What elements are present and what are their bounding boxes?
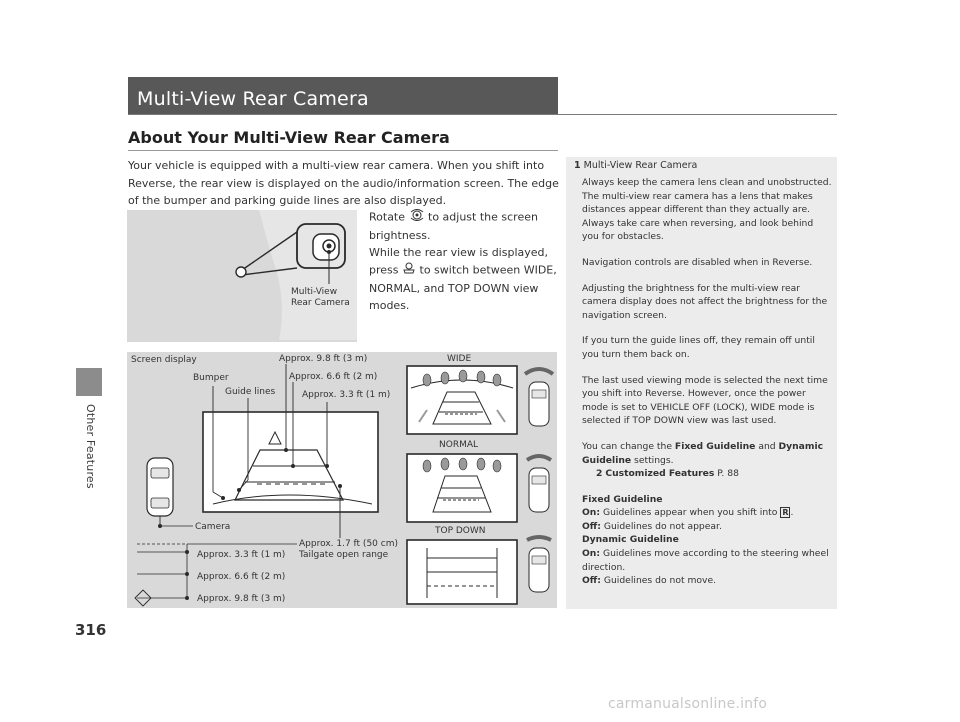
- camera-label-line2: Rear Camera: [291, 298, 350, 308]
- page-title: Multi-View Rear Camera: [137, 88, 369, 110]
- fixed-guideline-block: Fixed Guideline On: Guidelines appear when you shift into R . Off: Guidelines do not appear. Dynamic Guideline On: Guidelines move according to the steering wheel direction. Off: Guidelines do not move.: [582, 493, 829, 587]
- top-down-label: TOP DOWN: [435, 526, 486, 536]
- page-number: 316: [75, 621, 107, 639]
- note-heading-number: 1: [574, 160, 581, 171]
- note-paragraph: Adjusting the brightness for the multi-view rear camera display does not affect the brightness for the navigation screen.: [582, 282, 828, 321]
- car-icon-wide: [525, 369, 553, 426]
- dynamic-guideline-term: Dynamic Guideline: [582, 440, 824, 466]
- normal-label: NORMAL: [439, 440, 479, 450]
- approx-9-8-left-label: Approx. 9.8 ft (3 m): [197, 594, 286, 604]
- controls-text: [369, 208, 559, 314]
- guide-lines-label: Guide lines: [225, 387, 276, 397]
- fixed-on-text: Guidelines appear when you shift into: [602, 507, 778, 519]
- sidebar-chapter-label: Other Features: [84, 404, 97, 489]
- title-rule: [128, 114, 837, 115]
- note-settings-paragraph: [582, 440, 832, 481]
- tailgate-label: Tailgate open range: [299, 550, 389, 560]
- press-button-icon: [402, 261, 416, 280]
- fixed-guideline-title: Fixed Guideline: [582, 493, 663, 505]
- note-heading-text: Multi-View Rear Camera: [583, 160, 698, 171]
- approx-1-7-label: Approx. 1.7 ft (50 cm): [299, 539, 398, 549]
- press-text-end: to switch between WIDE, NORMAL, and TOP DOWN view modes.: [369, 263, 557, 312]
- approx-6-6-left-label: Approx. 6.6 ft (2 m): [197, 572, 286, 582]
- note-paragraph: Always keep the camera lens clean and unobstructed. The multi-view rear camera has a lens that makes distances appear different than they actually are. Always take care when reversing, and look behind you for obstacles.: [582, 177, 832, 243]
- camera-label: Camera: [195, 522, 231, 532]
- screen-display-label: Screen display: [131, 355, 197, 365]
- reference-arrow-icon: 2: [596, 468, 603, 480]
- wide-label: WIDE: [447, 354, 472, 364]
- approx-3-3-top-label: Approx. 3.3 ft (1 m): [302, 390, 391, 400]
- note-settings-text: You can change the: [582, 440, 672, 452]
- camera-label-line1: Multi-View: [291, 287, 338, 297]
- selector-knob-icon: [409, 208, 425, 227]
- rotate-text-start: Rotate: [369, 210, 406, 224]
- intro-paragraph: Your vehicle is equipped with a multi-view rear camera. When you shift into Reverse, the rear view is displayed on the audio/information screen. The edge of the bumper and parking guide lines are also displayed.: [128, 159, 559, 207]
- camera-illustration: [127, 210, 357, 342]
- note-paragraph: The last used viewing mode is selected the next time you shift into Reverse. However, once the power mode is set to VEHICLE OFF (LOCK), WIDE mode is selected if TOP DOWN view was last used.: [582, 374, 828, 427]
- car-icon-normal: [527, 456, 551, 512]
- customized-features-link[interactable]: Customized Features: [605, 468, 715, 480]
- fixed-guideline-term: Fixed Guideline: [674, 440, 756, 452]
- dynamic-on-text: Guidelines move according to the steering wheel direction.: [582, 548, 829, 573]
- note-body: [582, 176, 832, 588]
- off-label: Off:: [582, 575, 601, 587]
- reverse-gear-icon: R: [782, 508, 789, 518]
- section-title: About Your Multi-View Rear Camera: [128, 128, 450, 147]
- approx-3-3-left-label: Approx. 3.3 ft (1 m): [197, 550, 286, 560]
- section-divider: [128, 150, 558, 151]
- note-settings-end: settings.: [634, 454, 674, 466]
- approx-6-6-top-label: Approx. 6.6 ft (2 m): [289, 372, 378, 382]
- camera-photo: [127, 210, 357, 342]
- reference-page: P. 88: [717, 468, 739, 480]
- press-text-start: While the rear view is displayed, press: [369, 246, 548, 277]
- bumper-label: Bumper: [193, 373, 229, 383]
- on-label: On:: [582, 507, 601, 519]
- note-paragraph: If you turn the guide lines off, they remain off until you turn them back on.: [582, 335, 815, 360]
- note-paragraph: Navigation controls are disabled when in Reverse.: [582, 256, 813, 268]
- dynamic-guideline-title: Dynamic Guideline: [582, 534, 679, 546]
- approx-9-8-top-label: Approx. 9.8 ft (3 m): [279, 354, 368, 364]
- section-tab-marker: [76, 368, 102, 396]
- dynamic-off-text: Guidelines do not move.: [603, 575, 717, 587]
- camera-view-diagram: [127, 352, 557, 608]
- rotate-text-end: to adjust the screen brightness.: [369, 210, 538, 242]
- watermark: carmanualsonline.info: [608, 696, 768, 712]
- off-label: Off:: [582, 520, 601, 532]
- note-and-text: and: [758, 440, 776, 452]
- on-label: On:: [582, 548, 601, 560]
- fixed-off-text: Guidelines do not appear.: [603, 520, 722, 532]
- car-icon-topdown: [527, 537, 551, 592]
- note-heading: [574, 160, 697, 171]
